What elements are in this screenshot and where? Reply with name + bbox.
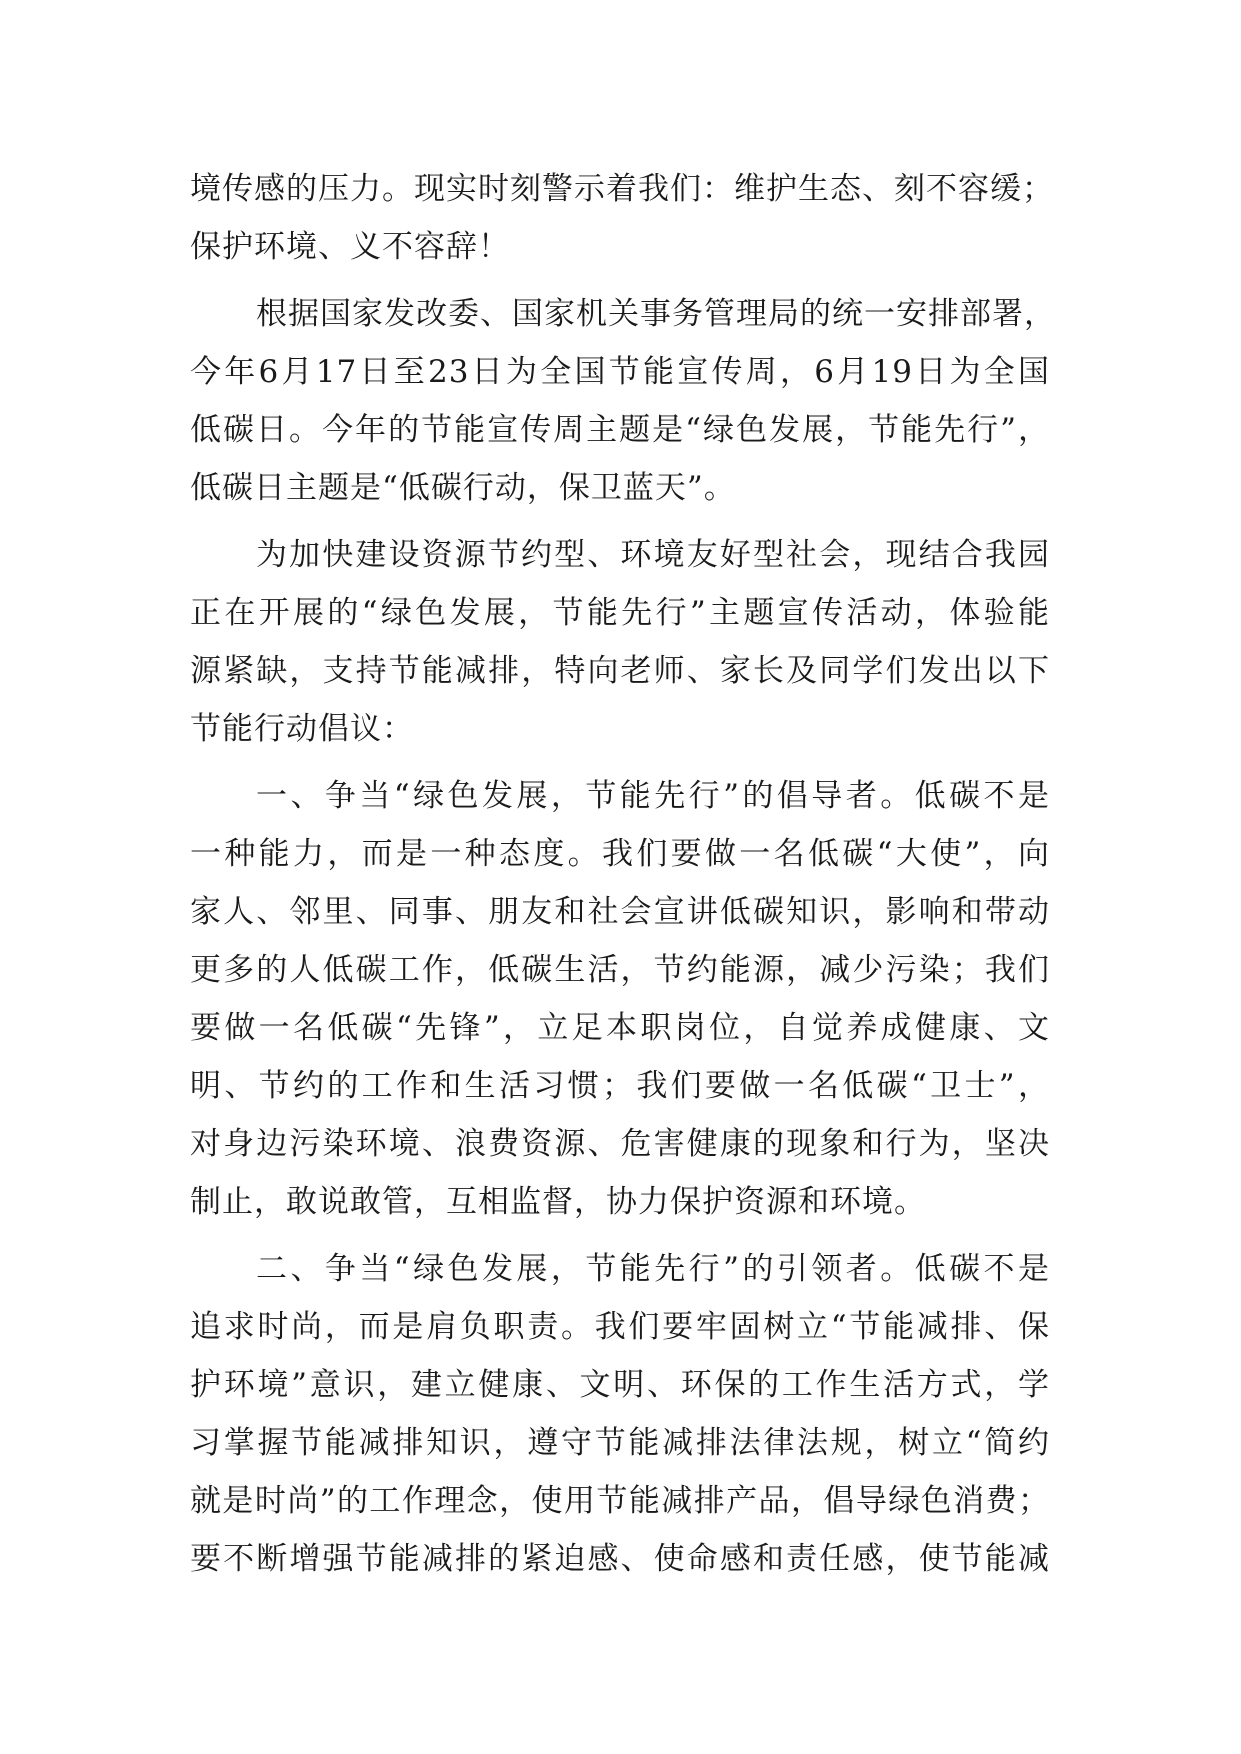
paragraph-2-line-2: 今年6月17日至23日为全国节能宣传周，6月19日为全国: [190, 354, 1050, 390]
document-body: [190, 160, 1056, 1588]
paragraph-2-line-3: 低碳日。今年的节能宣传周主题是“绿色发展，节能先行”，: [190, 412, 1050, 448]
paragraph-5-line-3: 护环境”意识，建立健康、文明、环保的工作生活方式，学: [190, 1367, 1050, 1403]
paragraph-1-line-2: 保护环境、义不容辞！: [190, 229, 510, 265]
paragraph-4-line-2: 一种能力，而是一种态度。我们要做一名低碳“大使”，向: [190, 836, 1050, 872]
paragraph-3-line-3: 源紧缺，支持节能减排，特向老师、家长及同学们发出以下: [190, 653, 1050, 689]
paragraph-4-line-8: 制止，敢说敢管，互相监督，协力保护资源和环境。: [190, 1184, 926, 1220]
paragraph-5-line-5: 就是时尚”的工作理念，使用节能减排产品，倡导绿色消费；: [190, 1483, 1050, 1519]
paragraph-2-line-4: 低碳日主题是“低碳行动，保卫蓝天”。: [190, 470, 736, 506]
paragraph-5-line-1: 二、争当“绿色发展，节能先行”的引领者。低碳不是: [256, 1251, 1050, 1287]
paragraph-4-line-7: 对身边污染环境、浪费资源、危害健康的现象和行为，坚决: [190, 1126, 1050, 1162]
paragraph-5-line-6: 要不断增强节能减排的紧迫感、使命感和责任感，使节能减: [190, 1541, 1050, 1577]
paragraph-4-line-3: 家人、邻里、同事、朋友和社会宣讲低碳知识，影响和带动: [190, 894, 1050, 930]
paragraph-4-line-5: 要做一名低碳“先锋”，立足本职岗位，自觉养成健康、文: [190, 1010, 1050, 1046]
paragraph-4-line-1: 一、争当“绿色发展，节能先行”的倡导者。低碳不是: [256, 778, 1050, 814]
paragraph-3-line-2: 正在开展的“绿色发展，节能先行”主题宣传活动，体验能: [190, 595, 1050, 631]
paragraph-3-line-4: 节能行动倡议：: [190, 711, 414, 747]
paragraph-5-line-2: 追求时尚，而是肩负职责。我们要牢固树立“节能减排、保: [190, 1309, 1050, 1345]
paragraph-3-line-1: 为加快建设资源节约型、环境友好型社会，现结合我园: [256, 537, 1050, 573]
paragraph-5-line-4: 习掌握节能减排知识，遵守节能减排法律法规，树立“简约: [190, 1425, 1050, 1461]
paragraph-4-line-6: 明、节约的工作和生活习惯；我们要做一名低碳“卫士”，: [190, 1068, 1050, 1104]
paragraph-4-line-4: 更多的人低碳工作，低碳生活，节约能源，减少污染；我们: [190, 952, 1050, 988]
paragraph-2-line-1: 根据国家发改委、国家机关事务管理局的统一安排部署，: [256, 296, 1056, 332]
paragraph-1-line-1: 境传感的压力。现实时刻警示着我们：维护生态、刻不容缓；: [190, 171, 1054, 207]
